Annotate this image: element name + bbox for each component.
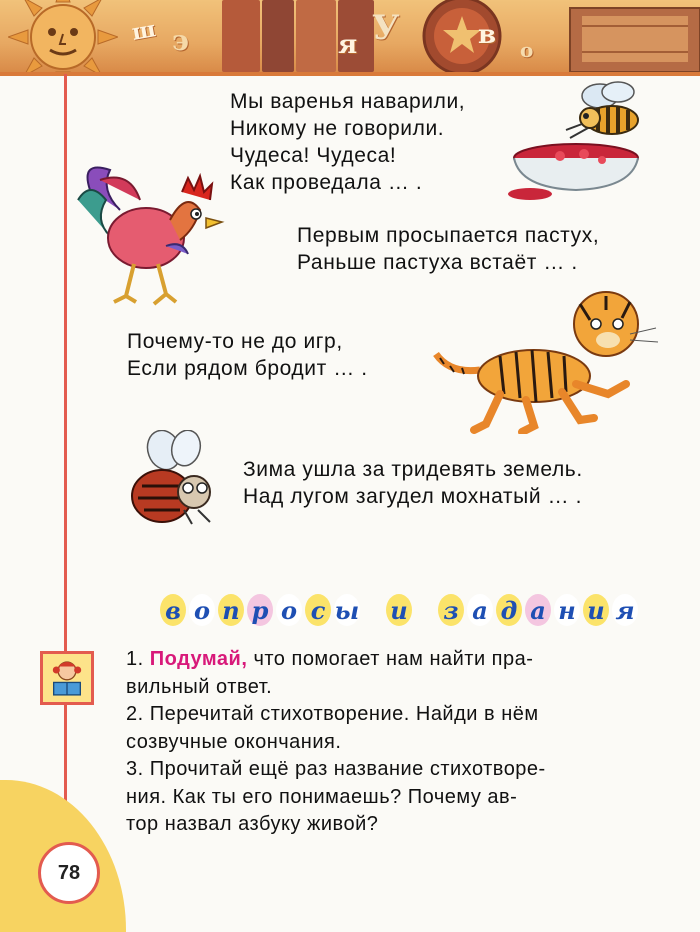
tasks-list — [126, 646, 656, 839]
heading-word-1 — [160, 594, 360, 626]
heading-letter: и — [583, 594, 609, 626]
page-number: 78 — [38, 842, 100, 904]
task-3-line-3: тор назвал азбуку живой? — [126, 813, 379, 835]
heading-letter: з — [438, 594, 464, 626]
old-book-icon — [560, 0, 700, 72]
heading-letter: о — [189, 594, 215, 626]
heading-joiner — [386, 594, 412, 626]
task-1-number: 1. — [126, 648, 144, 670]
heading-letter: с — [305, 594, 331, 626]
sun-face-icon — [8, 0, 118, 72]
top-banner — [0, 0, 700, 72]
banner-letter-5: в — [478, 20, 497, 50]
task-3-line-1: 3. Прочитай ещё раз название стихотворе- — [126, 758, 546, 780]
riddle-line: Никому не говорили. — [230, 117, 445, 140]
jam-bowl-icon — [500, 136, 644, 206]
heading-letter: д — [496, 594, 522, 626]
book-spines — [222, 0, 382, 72]
heading-letter: р — [247, 594, 273, 626]
riddle-2 — [297, 222, 599, 276]
heading-letter: п — [218, 594, 244, 626]
heading-letter: о — [276, 594, 302, 626]
banner-letter-4: У — [372, 8, 400, 48]
banner-divider — [0, 72, 700, 76]
riddle-1 — [230, 88, 465, 196]
riddle-line: Почему-то не до игр, — [127, 330, 343, 353]
riddle-line: Зима ушла за тридевять земель. — [243, 458, 583, 481]
tiger-icon — [430, 284, 660, 434]
task-1-text: что помогает нам найти пра- — [247, 648, 534, 670]
banner-letter-1: ш — [129, 16, 158, 46]
task-1-line-1 — [126, 646, 656, 674]
reading-girl-icon — [40, 651, 94, 705]
riddle-line: Первым просыпается пастух, — [297, 224, 600, 247]
riddle-line: Если рядом бродит … . — [127, 357, 368, 380]
riddle-4 — [243, 456, 583, 510]
questions-heading — [160, 590, 635, 630]
heading-letter: и — [386, 594, 412, 626]
heading-word-2 — [438, 594, 638, 626]
riddle-line: Как проведала … . — [230, 171, 423, 194]
task-2-line-1: 2. Перечитай стихотворение. Найди в нём — [126, 703, 539, 725]
task-1-highlight: Подумай, — [149, 648, 248, 670]
bumblebee-icon — [122, 430, 222, 534]
task-3-line-2: ния. Как ты его понимаешь? Почему ав- — [126, 785, 518, 808]
heading-letter: ы — [334, 595, 360, 625]
heading-letter: а — [467, 594, 493, 626]
heading-letter: а — [525, 594, 551, 626]
riddle-line: Чудеса! Чудеса! — [230, 144, 397, 167]
rooster-icon — [70, 160, 236, 310]
riddle-line: Над лугом загудел мохнатый … . — [243, 485, 583, 508]
riddle-line: Мы варенья наварили, — [230, 90, 466, 113]
task-1-line-2: вильный ответ. — [126, 675, 273, 698]
heading-letter: в — [160, 594, 186, 626]
banner-letter-2: э — [172, 24, 190, 57]
heading-letter: н — [554, 594, 580, 626]
riddle-line: Раньше пастуха встаёт … . — [297, 251, 578, 274]
riddle-3 — [127, 328, 368, 382]
banner-letter-3: я — [338, 30, 358, 60]
heading-letter: я — [612, 594, 638, 626]
task-2-line-2: созвучные окончания. — [126, 730, 342, 753]
banner-letter-6: о — [520, 38, 534, 62]
